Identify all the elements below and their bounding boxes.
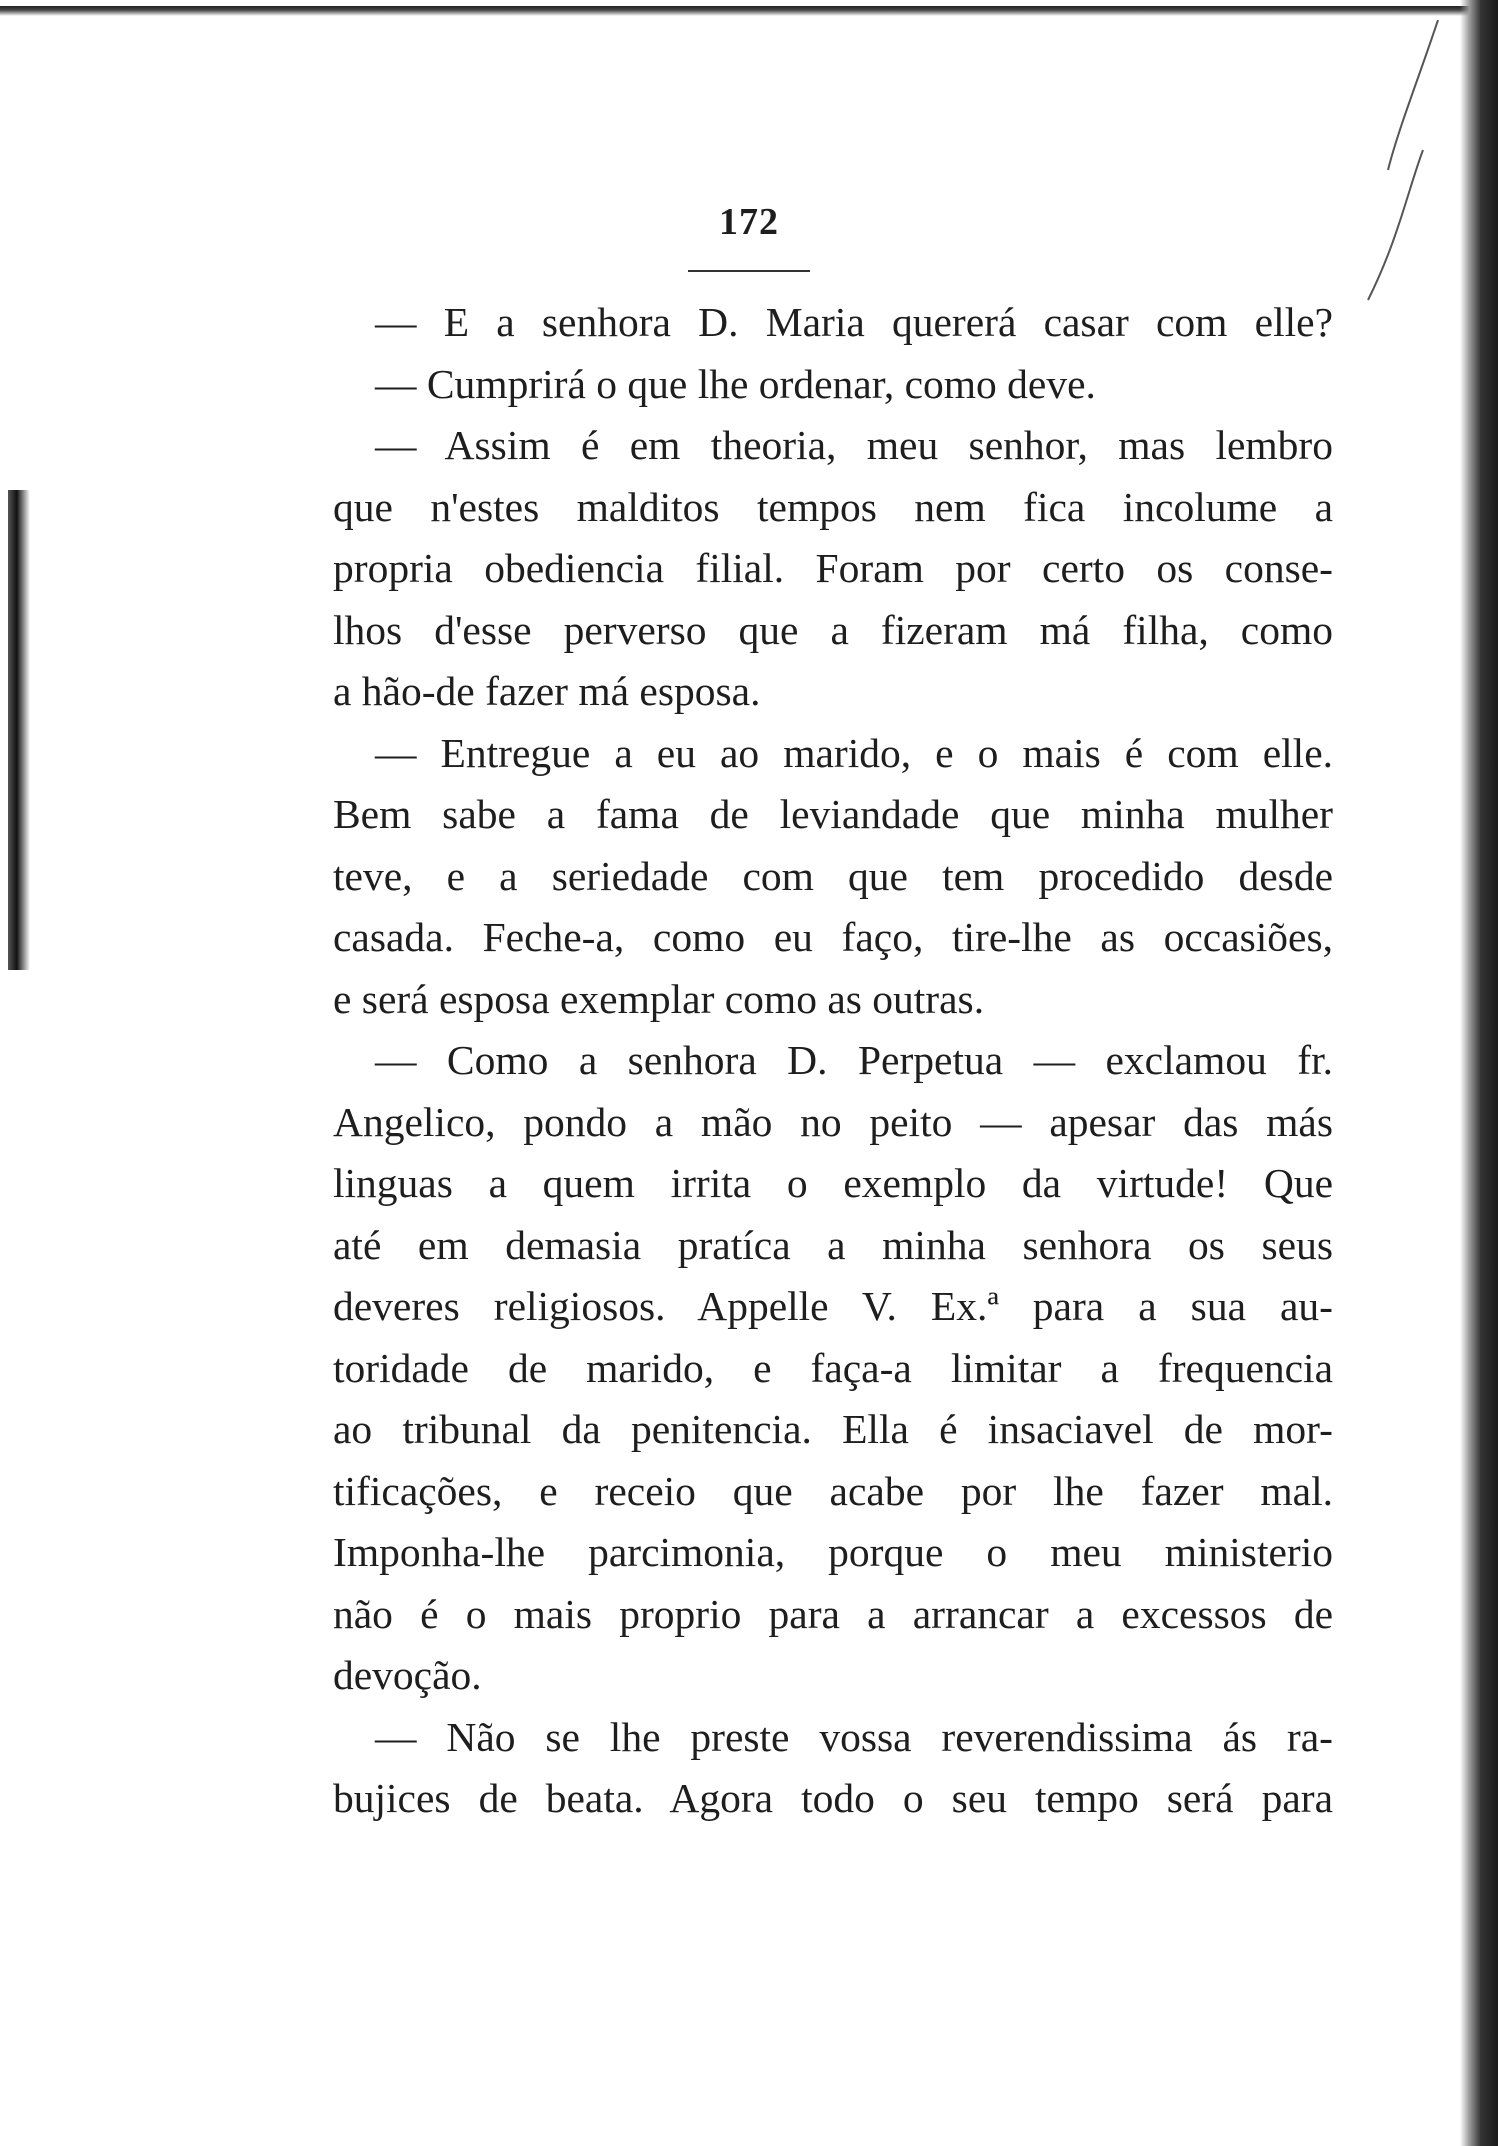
text-line: Bem sabe a fama de leviandade que minha mulher [333, 791, 1333, 837]
text-line: a hão-de fazer má esposa. [333, 668, 761, 714]
scan-left-mark [8, 490, 30, 970]
text-line: toridade de marido, e faça-a limitar a frequencia [333, 1344, 1333, 1391]
header-rule [688, 270, 810, 272]
text-line: — Entregue a eu ao marido, e o mais é com elle. [375, 729, 1333, 776]
text-line: e será esposa exemplar como as outras. [333, 975, 985, 1022]
text-line: casada. Feche-a, como eu faço, tire-lhe as occasiões, [333, 914, 1333, 960]
scan-top-edge [0, 6, 1498, 16]
text-line: ao tribunal da penitencia. Ella é insaciavel de mor- [333, 1406, 1333, 1452]
text-line: — Assim é em theoria, meu senhor, mas lembro [375, 422, 1333, 468]
text-line: tificações, e receio que acabe por lhe fazer mal. [333, 1467, 1333, 1514]
text-line: Imponha-lhe parcimonia, porque o meu ministerio [333, 1529, 1333, 1575]
text-line: não é o mais proprio para a arrancar a excessos de [333, 1590, 1333, 1637]
text-line: — E a senhora D. Maria quererá casar com elle? [375, 299, 1333, 345]
page-fold-mark [1328, 20, 1448, 320]
body-text [333, 292, 1333, 1830]
text-line: — Não se lhe preste vossa reverendissima ás ra- [375, 1713, 1333, 1760]
scan-right-edge [1460, 0, 1498, 2146]
text-line: — Como a senhora D. Perpetua — exclamou fr. [375, 1037, 1333, 1083]
text-line: — Cumprirá o que lhe ordenar, como deve. [375, 360, 1096, 407]
text-line: teve, e a seriedade com que tem procedido desde [333, 852, 1333, 899]
text-line: até em demasia pratíca a minha senhora os seus [333, 1221, 1333, 1268]
text-line: propria obediencia filial. Foram por certo os conse- [333, 545, 1333, 591]
text-line: deveres religiosos. Appelle V. Ex.ª para a sua au- [333, 1283, 1333, 1329]
text-line: que n'estes malditos tempos nem fica incolume a [333, 483, 1333, 530]
text-line: devoção. [333, 1652, 482, 1698]
text-line: linguas a quem irrita o exemplo da virtude! Que [333, 1160, 1333, 1206]
text-line: Angelico, pondo a mão no peito — apesar das más [333, 1098, 1333, 1145]
page-number: 172 [719, 201, 779, 243]
text-line: bujices de beata. Agora todo o seu tempo será para [333, 1775, 1333, 1821]
text-line: lhos d'esse perverso que a fizeram má filha, como [333, 606, 1333, 653]
